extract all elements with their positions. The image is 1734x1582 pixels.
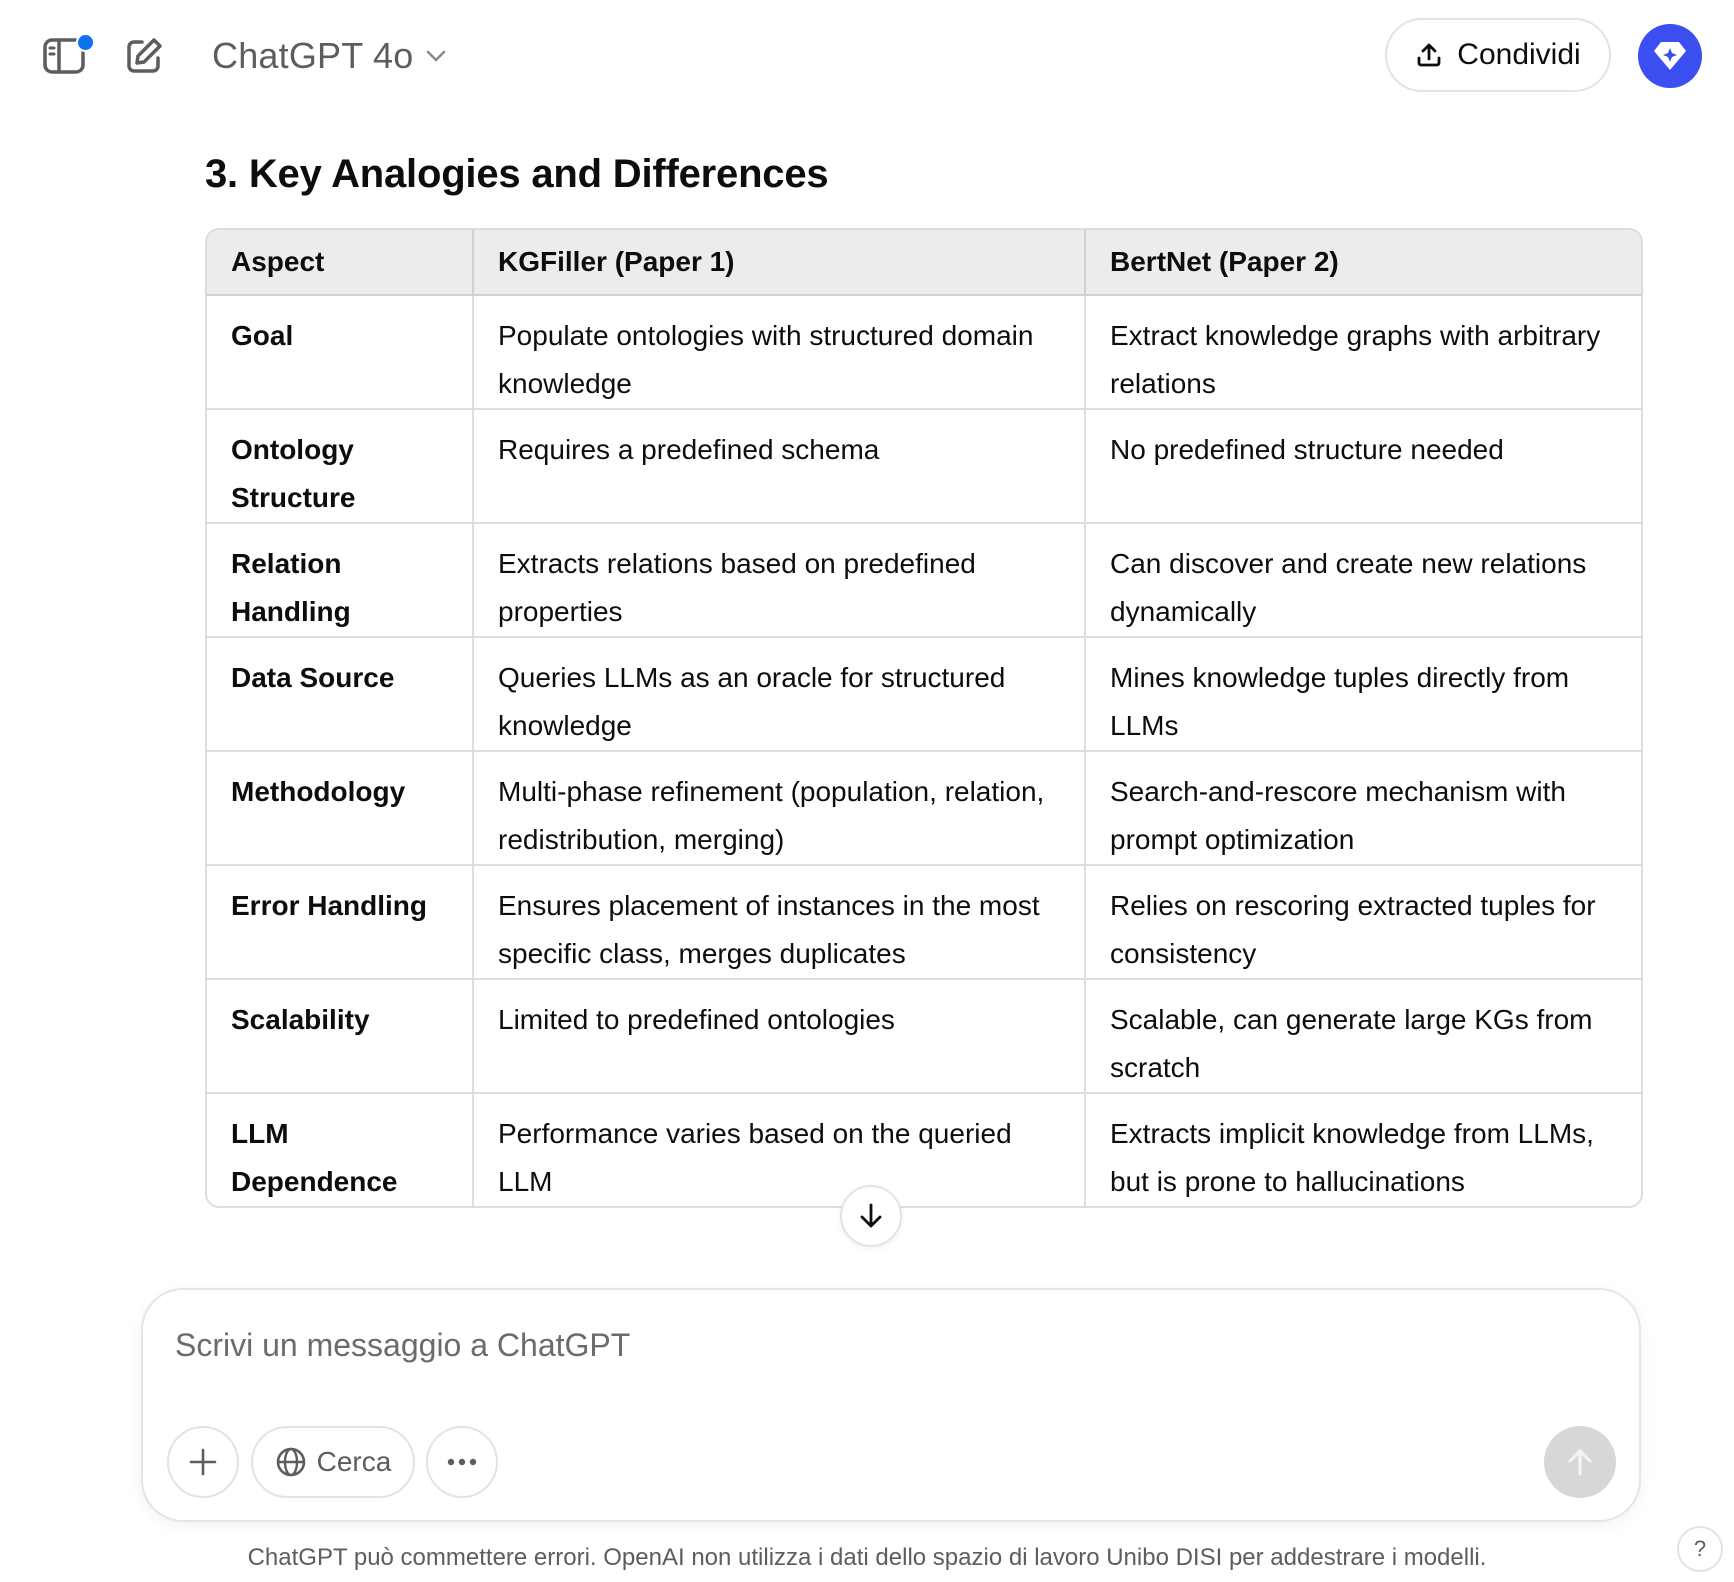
kgfiller-cell: Multi-phase refinement (population, relation, redistribution, merging): [473, 751, 1085, 865]
model-name: ChatGPT 4o: [212, 35, 414, 76]
top-bar: [0, 0, 1734, 112]
table-row: [207, 523, 1641, 637]
avatar[interactable]: [1638, 24, 1702, 88]
share-label: Condividi: [1457, 38, 1581, 71]
table-row: [207, 865, 1641, 979]
globe-icon: [275, 1446, 307, 1478]
share-button[interactable]: [1385, 18, 1611, 92]
message-composer: [141, 1288, 1641, 1522]
aspect-cell: Error Handling: [207, 865, 473, 979]
diamond-icon: [1651, 39, 1689, 73]
aspect-cell: Methodology: [207, 751, 473, 865]
bertnet-cell: Relies on rescoring extracted tuples for consistency: [1085, 865, 1641, 979]
column-header-bertnet: BertNet (Paper 2): [1085, 230, 1641, 295]
search-button[interactable]: [251, 1426, 415, 1498]
table-row: [207, 751, 1641, 865]
bertnet-cell: Scalable, can generate large KGs from scratch: [1085, 979, 1641, 1093]
section-heading: 3. Key Analogies and Differences: [205, 152, 829, 196]
bertnet-cell: Search-and-rescore mechanism with prompt optimization: [1085, 751, 1641, 865]
aspect-cell: Data Source: [207, 637, 473, 751]
notification-dot: [76, 33, 95, 52]
aspect-cell: Goal: [207, 295, 473, 409]
send-button[interactable]: [1544, 1426, 1616, 1498]
scroll-to-bottom-button[interactable]: [840, 1185, 902, 1247]
table-row: [207, 979, 1641, 1093]
bertnet-cell: Can discover and create new relations dynamically: [1085, 523, 1641, 637]
message-input[interactable]: [175, 1320, 1475, 1370]
table-header-row: [207, 230, 1641, 295]
plus-icon: [188, 1447, 218, 1477]
bertnet-cell: Extract knowledge graphs with arbitrary relations: [1085, 295, 1641, 409]
search-label: Cerca: [316, 1446, 392, 1477]
aspect-cell: LLM Dependence: [207, 1093, 473, 1206]
bertnet-cell: Mines knowledge tuples directly from LLMs: [1085, 637, 1641, 751]
arrow-up-icon: [1564, 1446, 1596, 1478]
table-row: [207, 295, 1641, 409]
kgfiller-cell: Queries LLMs as an oracle for structured knowledge: [473, 637, 1085, 751]
attach-button[interactable]: [167, 1426, 239, 1498]
ellipsis-icon: [446, 1457, 478, 1467]
more-options-button[interactable]: [426, 1426, 498, 1498]
new-chat-button[interactable]: [112, 24, 176, 88]
kgfiller-cell: Ensures placement of instances in the most specific class, merges duplicates: [473, 865, 1085, 979]
column-header-kgfiller: KGFiller (Paper 1): [473, 230, 1085, 295]
comparison-table: [205, 228, 1643, 1208]
arrow-down-icon: [856, 1201, 886, 1231]
chevron-down-icon: [425, 49, 447, 63]
kgfiller-cell: Extracts relations based on predefined properties: [473, 523, 1085, 637]
aspect-cell: Ontology Structure: [207, 409, 473, 523]
aspect-cell: Relation Handling: [207, 523, 473, 637]
kgfiller-cell: Requires a predefined schema: [473, 409, 1085, 523]
table-row: [207, 637, 1641, 751]
kgfiller-cell: Limited to predefined ontologies: [473, 979, 1085, 1093]
help-button[interactable]: ?: [1677, 1526, 1723, 1572]
bertnet-cell: Extracts implicit knowledge from LLMs, but is prone to hallucinations: [1110, 1118, 1594, 1197]
table-row: [207, 409, 1641, 523]
model-selector[interactable]: [200, 30, 459, 82]
table-row: [207, 1093, 1641, 1206]
kgfiller-cell: Populate ontologies with structured domain knowledge: [473, 295, 1085, 409]
edit-icon: [124, 36, 164, 76]
aspect-cell: Scalability: [207, 979, 473, 1093]
column-header-aspect: Aspect: [207, 230, 473, 295]
kgfiller-cell: Performance varies based on the queried LLM: [473, 1093, 1085, 1206]
sidebar-toggle-button[interactable]: [32, 24, 96, 88]
bertnet-cell: No predefined structure needed: [1085, 409, 1641, 523]
upload-icon: [1415, 41, 1443, 69]
disclaimer: ChatGPT può commettere errori. OpenAI non utilizza i dati dello spazio di lavoro Unibo DISI per addestrare i modelli.: [247, 1544, 1487, 1571]
